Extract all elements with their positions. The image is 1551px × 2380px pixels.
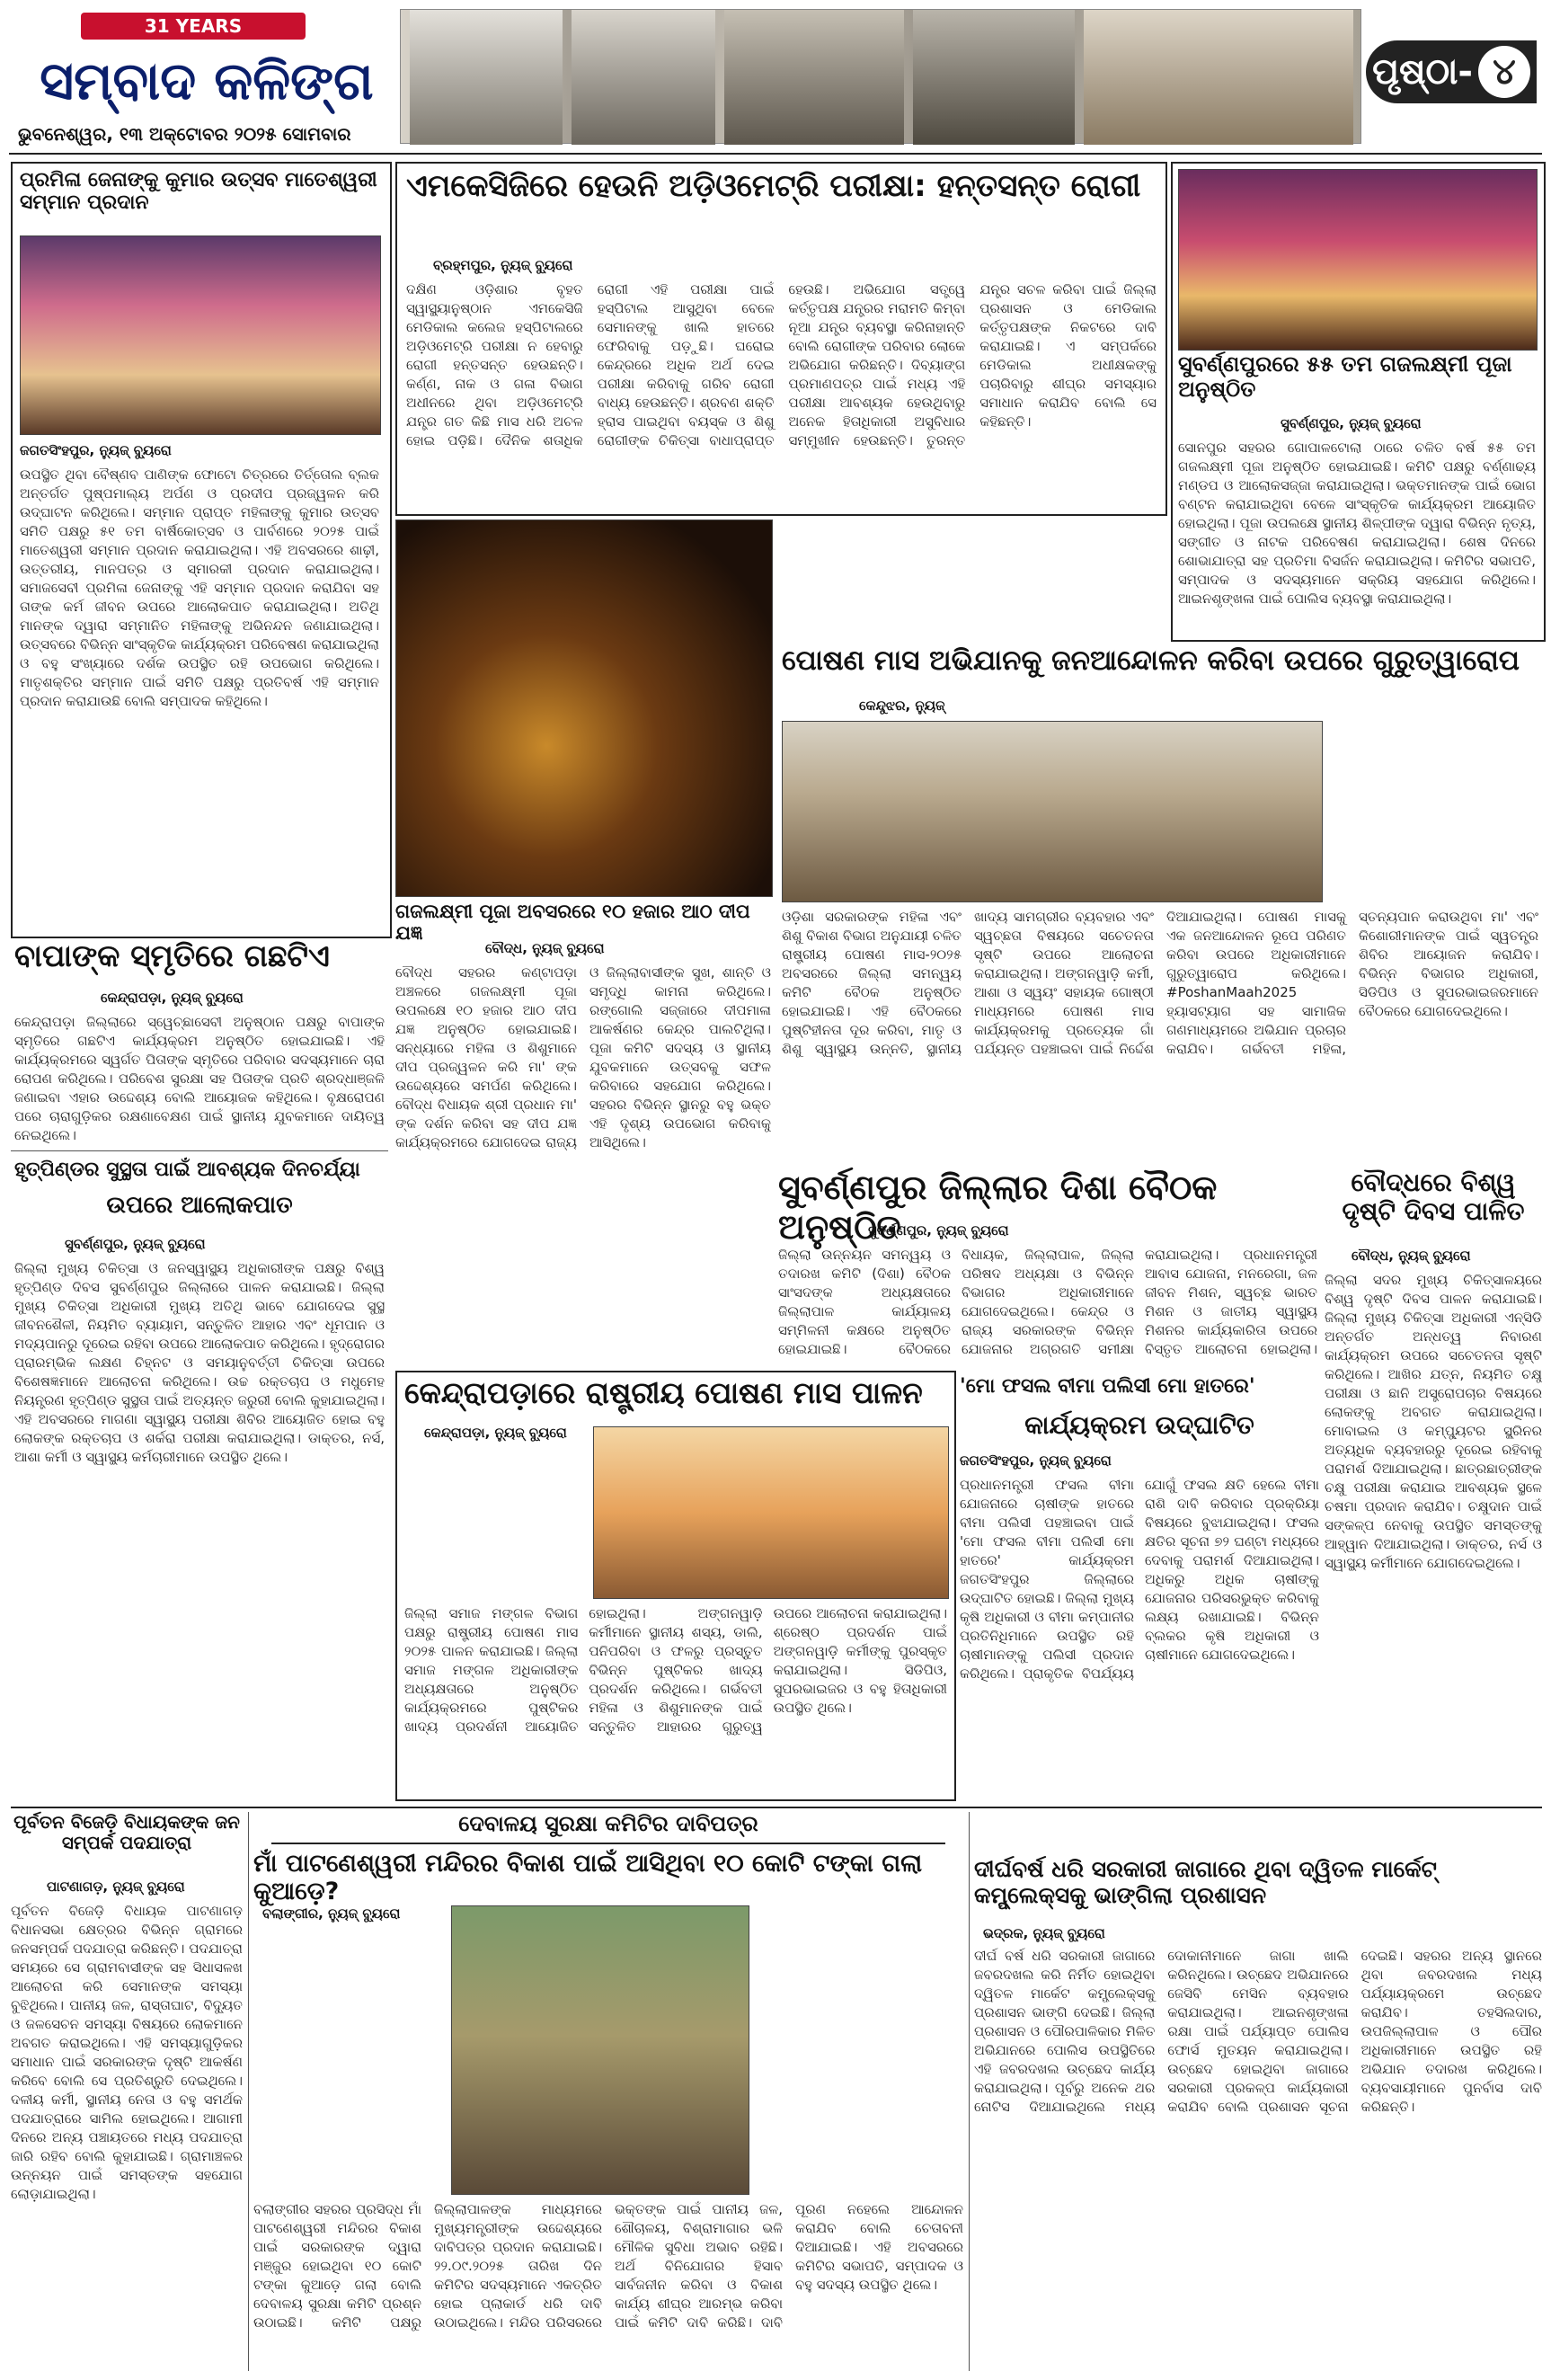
children-image [724, 10, 904, 145]
story-headline: 'ମୋ ଫସଲ ବୀମା ପଲିସୀ ମୋ ହାତରେ' [960, 1375, 1255, 1398]
story-body: ଜିଲ୍ଲା ମୁଖ୍ୟ ଚିକିତ୍ସା ଓ ଜନସ୍ୱାସ୍ଥ୍ୟ ଅଧିକାରୀଙ୍କ ପକ୍ଷରୁ ବିଶ୍ୱ ହୃତ୍‌ପିଣ୍ଡ ଦିବସ ସୁବର୍ଣ୍ଣପୁର ଜିଲ୍ଲାରେ ପାଳନ କରାଯାଇଛି। ଜିଲ୍ଲା ମୁଖ୍ୟ ଚିକିତ୍ସା ଅଧିକାରୀ ମୁଖ୍ୟ ଅତିଥି ଭାବେ ଯୋଗଦେଇ ସୁସ୍ଥ ଜୀବନଶୈଳୀ, ନିୟମିତ ବ୍ୟାୟାମ, ସନ୍ତୁଳିତ ଆହାର ଏବଂ ଧୂମପାନ ଓ ମଦ୍ୟପାନରୁ ଦୂରେଇ ରହିବା ଉପରେ ଆଲୋକପାତ କରିଥିଲେ। ହୃଦ୍‌ରୋଗର ପ୍ରାରମ୍ଭିକ ଲକ୍ଷଣ ଚିହ୍ନଟ ଓ ସମୟାନୁବର୍ତ୍ତୀ ଚିକିତ୍ସା ଉପରେ ବିଶେଷଜ୍ଞମାନେ ଆଲୋଚନା କରିଥିଲେ। ଉଚ୍ଚ ରକ୍ତଚାପ ଓ ମଧୁମେହ ନିୟନ୍ତ୍ରଣ ହୃତ୍‌ପିଣ୍ଡ ସୁସ୍ଥତା ପାଇଁ ଅତ୍ୟନ୍ତ ଜରୁରୀ ବୋଲି କୁହାଯାଇଥିଲା। ଏହି ଅବସରରେ ମାଗଣା ସ୍ୱାସ୍ଥ୍ୟ ପରୀକ୍ଷା ଶିବିର ଆୟୋଜିତ ହୋଇ ବହୁ ଲୋକଙ୍କ ରକ୍ତଚାପ ଓ ଶର୍କରା ପରୀକ୍ଷା କରାଯାଇଥିଲା। ଡାକ୍ତର, ନର୍ସ, ଆଶା କର୍ମୀ ଓ ସ୍ୱାସ୍ଥ୍ୟ କର୍ମଚାରୀମାନେ ଉପସ୍ଥିତ ଥିଲେ। [14, 1260, 385, 1465]
story-headline-line2: ଉପରେ ଆଲୋକପାତ [106, 1192, 293, 1219]
temple-image [410, 10, 563, 145]
story-photo [451, 1905, 749, 2195]
story-headline: ଦୀର୍ଘବର୍ଷ ଧରି ସରକାରୀ ଜାଗାରେ ଥିବା ଦ୍ୱିତଳ ମାର୍କେଟ୍ କମ୍ପ୍ଲେକ୍ସକୁ ଭାଙ୍ଗିଲା ପ୍ରଶାସନ [974, 1856, 1437, 1908]
story-photo [1178, 169, 1538, 351]
story-poshan-keonjhar [778, 645, 1542, 1167]
story-disha [778, 1168, 1317, 1371]
dateline: ଭୁବନେଶ୍ୱର, ୧୩ ଅକ୍ଟୋବର ୨୦୨୫ ସୋମବାର [18, 123, 351, 145]
masthead [0, 0, 1551, 153]
banner-collage [400, 9, 1361, 144]
story-fasal-bima [960, 1375, 1319, 1798]
story-headline: ବାପାଙ୍କ ସ୍ମୃତିରେ ଗଛଟିଏ [14, 938, 330, 974]
boat-art-image [913, 10, 1075, 145]
story-body: ଜିଲ୍ଲା ସମାଜ ମଙ୍ଗଳ ବିଭାଗ ପକ୍ଷରୁ ରାଷ୍ଟ୍ରୀୟ ପୋଷଣ ମାସ ୨୦୨୫ ପାଳନ କରାଯାଇଛି। ଜିଲ୍ଲା ସମାଜ ମଙ୍ଗଳ ଅଧିକାରୀଙ୍କ ଅଧ୍ୟକ୍ଷତାରେ ଅନୁଷ୍ଠିତ କାର୍ଯ୍ୟକ୍ରମରେ ପୁଷ୍ଟିକର ଖାଦ୍ୟ ପ୍ରଦର୍ଶନୀ ଆୟୋଜିତ ହୋଇଥିଲା। ଅଙ୍ଗନୱାଡ଼ି କର୍ମୀମାନେ ସ୍ଥାନୀୟ ଶସ୍ୟ, ଡାଲି, ପନିପରିବା ଓ ଫଳରୁ ପ୍ରସ୍ତୁତ ବିଭିନ୍ନ ପୁଷ୍ଟିକର ଖାଦ୍ୟ ପ୍ରଦର୍ଶନ କରିଥିଲେ। ଗର୍ଭବତୀ ମହିଳା ଓ ଶିଶୁମାନଙ୍କ ପାଇଁ ସନ୍ତୁଳିତ ଆହାରର ଗୁରୁତ୍ୱ ଉପରେ ଆଲୋଚନା କରାଯାଇଥିଲା। ଶ୍ରେଷ୍ଠ ପ୍ରଦର୍ଶନ ପାଇଁ ଅଙ୍ଗନୱାଡ଼ି କର୍ମୀଙ୍କୁ ପୁରସ୍କୃତ କରାଯାଇଥିଲା। ସିଡିପିଓ, ସୁପରଭାଇଜର ଓ ବହୁ ହିତାଧିକାରୀ ଉପସ୍ଥିତ ଥିଲେ। [404, 1605, 947, 1735]
story-byline: ବୌଦ୍ଧ, ନ୍ୟୁଜ୍ ବ୍ୟୁରୋ [1352, 1248, 1471, 1264]
story-photo [782, 721, 1323, 902]
story-headline-line2: କାର୍ଯ୍ୟକ୍ରମ ଉଦ୍‌ଘାଟିତ [1024, 1410, 1254, 1440]
story-body: ସୋନପୁର ସହରର ଗୋପାଳଟୋଲା ଠାରେ ଚଳିତ ବର୍ଷ ୫୫ ତମ ଗଜଲକ୍ଷ୍ମୀ ପୂଜା ଅନୁଷ୍ଠିତ ହୋଇଯାଇଛି। କମିଟି ପକ୍ଷରୁ ବର୍ଣ୍ଣାଢ୍ୟ ମଣ୍ଡପ ଓ ଆଲୋକସଜ୍ଜା କରାଯାଇଥିଲା। ଭକ୍ତମାନଙ୍କ ପାଇଁ ଭୋଗ ବଣ୍ଟନ କରାଯାଇଥିବା ବେଳେ ସାଂସ୍କୃତିକ କାର୍ଯ୍ୟକ୍ରମ ଆୟୋଜିତ ହୋଇଥିଲା। ପୂଜା ଉପଲକ୍ଷେ ସ୍ଥାନୀୟ ଶିଳ୍ପୀଙ୍କ ଦ୍ୱାରା ବିଭିନ୍ନ ନୃତ୍ୟ, ସଙ୍ଗୀତ ଓ ନାଟକ ପରିବେଷଣ କରାଯାଇଥିଲା। ଶେଷ ଦିନରେ ଶୋଭାଯାତ୍ରା ସହ ପ୍ରତିମା ବିସର୍ଜନ କରାଯାଇଥିଲା। କମିଟିର ସଭାପତି, ସମ୍ପାଦକ ଓ ସଦସ୍ୟମାନେ ସକ୍ରିୟ ସହଯୋଗ କରିଥିଲେ। ଆଇନଶୃଙ୍ଖଳା ପାଇଁ ପୋଲିସ ବ୍ୟବସ୍ଥା କରାଯାଇଥିଲା। [1178, 440, 1536, 607]
story-byline: ଜଗତସିଂହପୁର, ନ୍ୟୁଜ୍ ବ୍ୟୁରୋ [20, 442, 172, 458]
story-market-complex [974, 1812, 1542, 2371]
years-ribbon [81, 13, 306, 40]
story-byline: କେନ୍ଦୁଝର, ନ୍ୟୁଜ୍ [859, 697, 945, 714]
story-body: ଦକ୍ଷିଣ ଓଡ଼ିଶାର ବୃହତ ସ୍ୱାସ୍ଥ୍ୟାନୁଷ୍ଠାନ ଏମକେସିଜି ମେଡିକାଲ କଲେଜ ହସ୍ପିଟାଲରେ ଅଡ଼ିଓମେଟ୍ରି ପରୀକ୍ଷା ନ ହେବାରୁ ରୋଗୀ ହନ୍ତସନ୍ତ ହେଉଛନ୍ତି। କର୍ଣ୍ଣ, ନାକ ଓ ଗଳା ବିଭାଗ ଅଧୀନରେ ଥିବା ଅଡ଼ିଓମେଟ୍ରି ଯନ୍ତ୍ର ଗତ କିଛି ମାସ ଧରି ଅଚଳ ହୋଇ ପଡ଼ିଛି। ଦୈନିକ ଶତାଧିକ ରୋଗୀ ଏହି ପରୀକ୍ଷା ପାଇଁ ହସ୍ପିଟାଲ ଆସୁଥିବା ବେଳେ ସେମାନଙ୍କୁ ଖାଲି ହାତରେ ଫେରିବାକୁ ପଡ଼ୁଛି। ଘରୋଇ କେନ୍ଦ୍ରରେ ଅଧିକ ଅର୍ଥ ଦେଇ ପରୀକ୍ଷା କରିବାକୁ ଗରିବ ରୋଗୀ ବାଧ୍ୟ ହେଉଛନ୍ତି। ଶ୍ରବଣ ଶକ୍ତି ହ୍ରାସ ପାଇଥିବା ବୟସ୍କ ଓ ଶିଶୁ ରୋଗୀଙ୍କ ଚିକିତ୍ସା ବାଧାପ୍ରାପ୍ତ ହେଉଛି। ଅଭିଯୋଗ ସତ୍ତ୍ୱେ କର୍ତ୍ତୃପକ୍ଷ ଯନ୍ତ୍ରର ମରାମତି କିମ୍ବା ନୂଆ ଯନ୍ତ୍ର ବ୍ୟବସ୍ଥା କରିନାହାନ୍ତି ବୋଲି ରୋଗୀଙ୍କ ପରିବାର ଲୋକେ ଅଭିଯୋଗ କରିଛନ୍ତି। ଦିବ୍ୟାଙ୍ଗ ପ୍ରମାଣପତ୍ର ପାଇଁ ମଧ୍ୟ ଏହି ପରୀକ୍ଷା ଆବଶ୍ୟକ ହେଉଥିବାରୁ ଅନେକ ହିତାଧିକାରୀ ଅସୁବିଧାର ସମ୍ମୁଖୀନ ହେଉଛନ୍ତି। ତୁରନ୍ତ ଯନ୍ତ୍ର ସଚଳ କରିବା ପାଇଁ ଜିଲ୍ଲା ପ୍ରଶାସନ ଓ ମେଡିକାଲ କର୍ତ୍ତୃପକ୍ଷଙ୍କ ନିକଟରେ ଦାବି କରାଯାଇଛି। ଏ ସମ୍ପର୍କରେ ମେଡିକାଲ ଅଧୀକ୍ଷକଙ୍କୁ ପଚାରିବାରୁ ଶୀଘ୍ର ସମସ୍ୟାର ସମାଧାନ କରାଯିବ ବୋଲି ସେ କହିଛନ୍ତି। [406, 281, 1157, 448]
story-headline: ପୋଷଣ ମାସ ଅଭିଯାନକୁ ଜନଆନ୍ଦୋଳନ କରିବା ଉପରେ ଗୁରୁତ୍ୱାରୋପ [782, 644, 1520, 677]
story-headline: ସୁବର୍ଣ୍ଣପୁର ଜିଲ୍ଲାର ଦିଶା ବୈଠକ ଅନୁଷ୍ଠିତ [778, 1168, 1218, 1247]
story-headline: ପ୍ରମିଳା ଜେନାଙ୍କୁ କୁମାର ଉତ୍ସବ ମାତେଶ୍ୱରୀ ସମ୍ମାନ ପ୍ରଦାନ [20, 169, 377, 215]
story-body: ଓଡ଼ିଶା ସରକାରଙ୍କ ମହିଳା ଏବଂ ଶିଶୁ ବିକାଶ ବିଭାଗ ଅନୁଯାୟୀ ଚଳିତ ରାଷ୍ଟ୍ରୀୟ ପୋଷଣ ମାସ-୨୦୨୫ ଅବସରରେ ଜିଲ୍ଲା ସମନ୍ୱୟ କମିଟି ବୈଠକ ଅନୁଷ୍ଠିତ ହୋଇଯାଇଛି। ଏହି ବୈଠକରେ ପୁଷ୍ଟିହୀନତା ଦୂର କରିବା, ମାତୃ ଓ ଶିଶୁ ସ୍ୱାସ୍ଥ୍ୟ ଉନ୍ନତି, ସ୍ଥାନୀୟ ଖାଦ୍ୟ ସାମଗ୍ରୀର ବ୍ୟବହାର ଏବଂ ସ୍ୱଚ୍ଛତା ବିଷୟରେ ସଚେତନତା ସୃଷ୍ଟି ଉପରେ ଆଲୋଚନା କରାଯାଇଥିଲା। ଅଙ୍ଗନୱାଡ଼ି କର୍ମୀ, ଆଶା ଓ ସ୍ୱୟଂ ସହାୟକ ଗୋଷ୍ଠୀ ମାଧ୍ୟମରେ ପୋଷଣ ମାସ କାର୍ଯ୍ୟକ୍ରମକୁ ପ୍ରତ୍ୟେକ ଗାଁ ପର୍ଯ୍ୟନ୍ତ ପହଞ୍ଚାଇବା ପାଇଁ ନିର୍ଦ୍ଦେଶ ଦିଆଯାଇଥିଲା। ପୋଷଣ ମାସକୁ ଏକ ଜନଆନ୍ଦୋଳନ ରୂପେ ପରିଣତ କରିବା ଉପରେ ଅଧିକାରୀମାନେ ଗୁରୁତ୍ୱାରୋପ କରିଥିଲେ। #PoshanMaah2025 ହ୍ୟାସଟ୍ୟାଗ ସହ ସାମାଜିକ ଗଣମାଧ୍ୟମରେ ଅଭିଯାନ ପ୍ରଚାର କରାଯିବ। ଗର୍ଭବତୀ ମହିଳା, ସ୍ତନ୍ୟପାନ କରାଉଥିବା ମା' ଏବଂ କିଶୋରୀମାନଙ୍କ ପାଇଁ ସ୍ୱତନ୍ତ୍ର ଶିବିର ଆୟୋଜନ କରାଯିବ। ବିଭିନ୍ନ ବିଭାଗର ଅଧିକାରୀ, ସିଡିପିଓ ଓ ସୁପରଭାଇଜରମାନେ ବୈଠକରେ ଯୋଗଦେଇଥିଲେ। [782, 909, 1538, 1057]
story-byline: ବୌଦ୍ଧ, ନ୍ୟୁଜ୍ ବ୍ୟୁରୋ [485, 940, 605, 956]
story-headline: ବୌଦ୍ଧରେ ବିଶ୍ୱ ଦୃଷ୍ଟି ଦିବସ ପାଳିତ [1342, 1168, 1525, 1227]
story-headline: ହୃତ୍‌ପିଣ୍ଡର ସୁସ୍ଥତା ପାଇଁ ଆବଶ୍ୟକ ଦିନଚର୍ଯ୍ୟା [14, 1159, 360, 1181]
story-poshan-kendrapara [395, 1371, 956, 1801]
story-byline: ଭଦ୍ରକ, ନ୍ୟୁଜ୍ ବ୍ୟୁରୋ [983, 1925, 1105, 1941]
story-bapa [11, 939, 388, 1146]
story-body: ପୂର୍ବତନ ବିଜେଡ଼ି ବିଧାୟକ ପାଟଣାଗଡ଼ ବିଧାନସଭା କ୍ଷେତ୍ରର ବିଭିନ୍ନ ଗ୍ରାମରେ ଜନସମ୍ପର୍କ ପଦଯାତ୍ରା କରିଛନ୍ତି। ପଦଯାତ୍ରା ସମୟରେ ସେ ଗ୍ରାମବାସୀଙ୍କ ସହ ସିଧାସଳଖ ଆଲୋଚନା କରି ସେମାନଙ୍କ ସମସ୍ୟା ବୁଝିଥିଲେ। ପାନୀୟ ଜଳ, ରାସ୍ତାଘାଟ, ବିଦ୍ୟୁତ ଓ ଜଳସେଚନ ସମସ୍ୟା ବିଷୟରେ ଲୋକମାନେ ଅବଗତ କରାଇଥିଲେ। ଏହି ସମସ୍ୟାଗୁଡ଼ିକର ସମାଧାନ ପାଇଁ ସରକାରଙ୍କ ଦୃଷ୍ଟି ଆକର୍ଷଣ କରିବେ ବୋଲି ସେ ପ୍ରତିଶ୍ରୁତି ଦେଇଥିଲେ। ଦଳୀୟ କର୍ମୀ, ସ୍ଥାନୀୟ ନେତା ଓ ବହୁ ସମର୍ଥକ ପଦଯାତ୍ରାରେ ସାମିଲ ହୋଇଥିଲେ। ଆଗାମୀ ଦିନରେ ଅନ୍ୟ ପଞ୍ଚାୟତରେ ମଧ୍ୟ ପଦଯାତ୍ରା ଜାରି ରହିବ ବୋଲି କୁହାଯାଇଛି। ଗ୍ରାମାଞ୍ଚଳର ଉନ୍ନୟନ ପାଇଁ ସମସ୍ତଙ୍କ ସହଯୋଗ ଲୋଡ଼ାଯାଇଥିଲା। [11, 1903, 243, 2202]
page-number-badge [1366, 40, 1537, 103]
diya-photo [395, 520, 773, 897]
story-kicker: ଦେବାଳୟ ସୁରକ୍ଷା କମିଟିର ଦାବିପତ୍ର [271, 1812, 945, 1844]
story-photo [20, 235, 381, 435]
story-body: ବୌଦ୍ଧ ସହରର କଣ୍ଟାପଡ଼ା ଅଞ୍ଚଳରେ ଗଜଲକ୍ଷ୍ମୀ ପୂଜା ଉପଲକ୍ଷେ ୧୦ ହଜାର ଆଠ ଦୀପ ଯଜ୍ଞ ଅନୁଷ୍ଠିତ ହୋଇଯାଇଛି। ସନ୍ଧ୍ୟାରେ ମହିଳା ଓ ଶିଶୁମାନେ ଦୀପ ପ୍ରଜ୍ୱଳନ କରି ମା' ଙ୍କ ଉଦ୍ଦେଶ୍ୟରେ ସମର୍ପଣ କରିଥିଲେ। ବୌଦ୍ଧ ବିଧାୟକ ଶ୍ରୀ ପ୍ରଧାନ ମା' ଙ୍କ ଦର୍ଶନ କରିବା ସହ ଦୀପ ଯଜ୍ଞ କାର୍ଯ୍ୟକ୍ରମରେ ଯୋଗଦେଇ ରାଜ୍ୟ ଓ ଜିଲ୍ଲାବାସୀଙ୍କ ସୁଖ, ଶାନ୍ତି ଓ ସମୃଦ୍ଧି କାମନା କରିଥିଲେ। ରଙ୍ଗୋଲି ସଜ୍ଜାରେ ଦୀପମାଳା ଆକର୍ଷଣର କେନ୍ଦ୍ର ପାଲଟିଥିଲା। ପୂଜା କମିଟି ସଦସ୍ୟ ଓ ସ୍ଥାନୀୟ ଯୁବକମାନେ ଉତ୍ସବକୁ ସଫଳ କରିବାରେ ସହଯୋଗ କରିଥିଲେ। ସହରର ବିଭିନ୍ନ ସ୍ଥାନରୁ ବହୁ ଭକ୍ତ ଏହି ଦୃଶ୍ୟ ଉପଭୋଗ କରିବାକୁ ଆସିଥିଲେ। [395, 964, 771, 1150]
story-bjd-mla [11, 1812, 243, 2371]
story-byline: ସୁବର୍ଣ୍ଣପୁର, ନ୍ୟୁଜ୍ ବ୍ୟୁରୋ [65, 1236, 206, 1252]
story-pataneswari [253, 1812, 963, 2371]
story-heart [11, 1155, 388, 1802]
story-body: କେନ୍ଦ୍ରାପଡ଼ା ଜିଲ୍ଲାରେ ସ୍ୱେଚ୍ଛାସେବୀ ଅନୁଷ୍ଠାନ ପକ୍ଷରୁ ବାପାଙ୍କ ସ୍ମୃତିରେ ଗଛଟିଏ କାର୍ଯ୍ୟକ୍ରମ ଅନୁଷ୍ଠିତ ହୋଇଯାଇଛି। ଏହି କାର୍ଯ୍ୟକ୍ରମରେ ସ୍ୱର୍ଗତ ପିତାଙ୍କ ସ୍ମୃତିରେ ପରିବାର ସଦସ୍ୟମାନେ ଚାରା ରୋପଣ କରିଥିଲେ। ପରିବେଶ ସୁରକ୍ଷା ସହ ପିତାଙ୍କ ପ୍ରତି ଶ୍ରଦ୍ଧାଞ୍ଜଳି ଜଣାଇବା ଏହାର ଉଦ୍ଦେଶ୍ୟ ବୋଲି ଆୟୋଜକ କହିଥିଲେ। ବୃକ୍ଷରୋପଣ ପରେ ଚାରାଗୁଡ଼ିକର ରକ୍ଷଣାବେକ୍ଷଣ ପାଇଁ ସ୍ଥାନୀୟ ଯୁବକମାନେ ଦାୟିତ୍ୱ ନେଇଥିଲେ। [14, 1014, 385, 1143]
story-byline: ଜଗତସିଂହପୁର, ନ୍ୟୁଜ୍ ବ୍ୟୁରୋ [960, 1452, 1112, 1469]
story-body: ଜିଲ୍ଲା ଉନ୍ନୟନ ସମନ୍ୱୟ ଓ ତଦାରଖ କମିଟି (ଦିଶା) ବୈଠକ ସାଂସଦଙ୍କ ଅଧ୍ୟକ୍ଷତାରେ ଜିଲ୍ଲାପାଳ କାର୍ଯ୍ୟାଳୟ ସମ୍ମିଳନୀ କକ୍ଷରେ ଅନୁଷ୍ଠିତ ହୋଇଯାଇଛି। ବୈଠକରେ ବିଧାୟକ, ଜିଲ୍ଲାପାଳ, ଜିଲ୍ଲା ପରିଷଦ ଅଧ୍ୟକ୍ଷା ଓ ବିଭିନ୍ନ ବିଭାଗର ଅଧିକାରୀମାନେ ଯୋଗଦେଇଥିଲେ। କେନ୍ଦ୍ର ଓ ରାଜ୍ୟ ସରକାରଙ୍କ ବିଭିନ୍ନ ଯୋଜନାର ଅଗ୍ରଗତି ସମୀକ୍ଷା କରାଯାଇଥିଲା। ପ୍ରଧାନମନ୍ତ୍ରୀ ଆବାସ ଯୋଜନା, ମନରେଗା, ଜଳ ଜୀବନ ମିଶନ, ସ୍ୱଚ୍ଛ ଭାରତ ମିଶନ ଓ ଜାତୀୟ ସ୍ୱାସ୍ଥ୍ୟ ମିଶନର କାର୍ଯ୍ୟକାରିତା ଉପରେ ବିସ୍ତୃତ ଆଲୋଚନା ହୋଇଥିଲା। [778, 1247, 1317, 1357]
story-headline: ପୂର୍ବତନ ବିଜେଡ଼ି ବିଧାୟକଙ୍କ ଜନ ସମ୍ପର୍କ ପଦଯାତ୍ରା [13, 1811, 240, 1853]
story-body: ପ୍ରଧାନମନ୍ତ୍ରୀ ଫସଲ ବୀମା ଯୋଜନାରେ ଚାଷୀଙ୍କ ହାତରେ ବୀମା ପଲିସୀ ପହଞ୍ଚାଇବା ପାଇଁ 'ମୋ ଫସଲ ବୀମା ପଲିସୀ ମୋ ହାତରେ' କାର୍ଯ୍ୟକ୍ରମ ଜଗତସିଂହପୁର ଜିଲ୍ଲାରେ ଉଦ୍‌ଘାଟିତ ହୋଇଛି। ଜିଲ୍ଲା ମୁଖ୍ୟ କୃଷି ଅଧିକାରୀ ଓ ବୀମା କମ୍ପାନୀର ପ୍ରତିନିଧିମାନେ ଉପସ୍ଥିତ ରହି ଚାଷୀମାନଙ୍କୁ ପଲିସୀ ପ୍ରଦାନ କରିଥିଲେ। ପ୍ରାକୃତିକ ବିପର୍ଯ୍ୟୟ ଯୋଗୁଁ ଫସଲ କ୍ଷତି ହେଲେ ବୀମା ରାଶି ଦାବି କରିବାର ପ୍ରକ୍ରିୟା ବିଷୟରେ ବୁଝାଯାଇଥିଲା। ଫସଲ କ୍ଷତିର ସୂଚନା ୭୨ ଘଣ୍ଟା ମଧ୍ୟରେ ଦେବାକୁ ପରାମର୍ଶ ଦିଆଯାଇଥିଲା। ଅଧିକରୁ ଅଧିକ ଚାଷୀଙ୍କୁ ଯୋଜନାର ପରିସରଭୁକ୍ତ କରିବାକୁ ଲକ୍ଷ୍ୟ ରଖାଯାଇଛି। ବିଭିନ୍ନ ବ୍ଲକର କୃଷି ଅଧିକାରୀ ଓ ଚାଷୀମାନେ ଯୋଗଦେଇଥିଲେ। [960, 1477, 1319, 1682]
page-label: ପୃଷ୍ଠା- [1372, 51, 1473, 93]
story-byline: ପାଟଣାଗଡ଼, ନ୍ୟୁଜ୍ ବ୍ୟୁରୋ [47, 1878, 185, 1895]
story-headline: ଏମକେସିଜିରେ ହେଉନି ଅଡ଼ିଓମେଟ୍ରି ପରୀକ୍ଷା: ହନ୍ତସନ୍ତ ରୋଗୀ [406, 168, 1141, 204]
story-caption: ଗଜଲକ୍ଷ୍ମୀ ପୂଜା ଅବସରରେ ୧୦ ହଜାର ଆଠ ଦୀପ ଯଜ୍ଞ [395, 901, 750, 945]
story-body: ବଲାଙ୍ଗୀର ସହରର ପ୍ରସିଦ୍ଧ ମାଁ ପାଟଣେଶ୍ୱରୀ ମନ୍ଦିରର ବିକାଶ ପାଇଁ ସରକାରଙ୍କ ଦ୍ୱାରା ମଞ୍ଜୁର ହୋଇଥିବା ୧୦ କୋଟି ଟଙ୍କା କୁଆଡ଼େ ଗଲା ବୋଲି ଦେବାଳୟ ସୁରକ୍ଷା କମିଟି ପ୍ରଶ୍ନ ଉଠାଇଛି। କମିଟି ପକ୍ଷରୁ ଜିଲ୍ଲାପାଳଙ୍କ ମାଧ୍ୟମରେ ମୁଖ୍ୟମନ୍ତ୍ରୀଙ୍କ ଉଦ୍ଦେଶ୍ୟରେ ଦାବିପତ୍ର ପ୍ରଦାନ କରାଯାଇଛି। ୨୨.୦୯.୨୦୨୫ ତାରିଖ ଦିନ କମିଟିର ସଦସ୍ୟମାନେ ଏକତ୍ରିତ ହୋଇ ପ୍ଲାକାର୍ଡ ଧରି ଦାବି ଉଠାଇଥିଲେ। ମନ୍ଦିର ପରିସରରେ ଭକ୍ତଙ୍କ ପାଇଁ ପାନୀୟ ଜଳ, ଶୌଚାଳୟ, ବିଶ୍ରାମାଗାର ଭଳି ମୌଳିକ ସୁବିଧା ଅଭାବ ରହିଛି। ଅର୍ଥ ବିନିଯୋଗର ହିସାବ ସାର୍ବଜନୀନ କରିବା ଓ ବିକାଶ କାର୍ଯ୍ୟ ଶୀଘ୍ର ଆରମ୍ଭ କରିବା ପାଇଁ କମିଟି ଦାବି କରିଛି। ଦାବି ପୂରଣ ନହେଲେ ଆନ୍ଦୋଳନ କରାଯିବ ବୋଲି ଚେତାବନୀ ଦିଆଯାଇଛି। ଏହି ଅବସରରେ କମିଟିର ସଭାପତି, ସମ୍ପାଦକ ଓ ବହୁ ସଦସ୍ୟ ଉପସ୍ଥିତ ଥିଲେ। [253, 2201, 963, 2331]
story-headline: କେନ୍ଦ୍ରାପଡ଼ାରେ ରାଷ୍ଟ୍ରୀୟ ପୋଷଣ ମାସ ପାଳନ [404, 1375, 923, 1410]
story-byline: ସୁବର୍ଣ୍ଣପୁର, ନ୍ୟୁଜ୍ ବ୍ୟୁରୋ [1281, 415, 1422, 431]
story-byline: କେନ୍ଦ୍ରାପଡ଼ା, ନ୍ୟୁଜ୍ ବ୍ୟୁରୋ [424, 1425, 567, 1441]
story-audiometry [395, 162, 1167, 516]
story-byline: ବଲାଙ୍ଗୀର, ନ୍ୟୁଜ୍ ବ୍ୟୁରୋ [262, 1905, 401, 1922]
story-pramila [11, 162, 392, 938]
story-body: ଦୀର୍ଘ ବର୍ଷ ଧରି ସରକାରୀ ଜାଗାରେ ଜବରଦଖଲ କରି ନିର୍ମିତ ହୋଇଥିବା ଦ୍ୱିତଳ ମାର୍କେଟ କମ୍ପ୍ଲେକ୍ସକୁ ପ୍ରଶାସନ ଭାଙ୍ଗି ଦେଇଛି। ଜିଲ୍ଲା ପ୍ରଶାସନ ଓ ପୌରପାଳିକାର ମିଳିତ ଅଭିଯାନରେ ପୋଲିସ ଉପସ୍ଥିତିରେ ଏହି ଜବରଦଖଲ ଉଚ୍ଛେଦ କାର୍ଯ୍ୟ କରାଯାଇଥିଲା। ପୂର୍ବରୁ ଅନେକ ଥର ନୋଟିସ ଦିଆଯାଇଥିଲେ ମଧ୍ୟ ଦୋକାନୀମାନେ ଜାଗା ଖାଲି କରିନଥିଲେ। ଉଚ୍ଛେଦ ଅଭିଯାନରେ ଜେସିବି ମେସିନ ବ୍ୟବହାର କରାଯାଇଥିଲା। ଆଇନଶୃଙ୍ଖଳା ରକ୍ଷା ପାଇଁ ପର୍ଯ୍ୟାପ୍ତ ପୋଲିସ ଫୋର୍ସ ମୁତୟନ କରାଯାଇଥିଲା। ଉଚ୍ଛେଦ ହୋଇଥିବା ଜାଗାରେ ସରକାରୀ ପ୍ରକଳ୍ପ କାର୍ଯ୍ୟକାରୀ କରାଯିବ ବୋଲି ପ୍ରଶାସନ ସୂଚନା ଦେଇଛି। ସହରର ଅନ୍ୟ ସ୍ଥାନରେ ଥିବା ଜବରଦଖଲ ମଧ୍ୟ ପର୍ଯ୍ୟାୟକ୍ରମେ ଉଚ୍ଛେଦ କରାଯିବ। ତହସିଲଦାର, ଉପଜିଲ୍ଲାପାଳ ଓ ପୌର ଅଧିକାରୀମାନେ ଉପସ୍ଥିତ ରହି ଅଭିଯାନ ତଦାରଖ କରିଥିଲେ। ବ୍ୟବସାୟୀମାନେ ପୁନର୍ବାସ ଦାବି କରିଛନ୍ତି। [974, 1948, 1542, 2115]
story-byline: ସୁବର୍ଣ୍ଣପୁର, ନ୍ୟୁଜ୍ ବ୍ୟୁରୋ [868, 1222, 1009, 1239]
page-number: ୪ [1478, 46, 1530, 98]
story-body: ଉପସ୍ଥିତ ଥିବା ବୈଷ୍ଣବ ପାଣିଙ୍କ ଫୋଟୋ ଚିତ୍ରରେ ତିର୍ତ୍ତୋଲ ବ୍ଲକ ଅନ୍ତର୍ଗତ ପୁଷ୍ପମାଲ୍ୟ ଅର୍ପଣ ଓ ପ୍ରଦୀପ ପ୍ରଜ୍ୱଳନ କରି ଉଦ୍‌ଘାଟନ କରିଥିଲେ। ସମ୍ମାନ ପ୍ରାପ୍ତ ମହିଳାଙ୍କୁ କୁମାର ଉତ୍ସବ ସମିତି ପକ୍ଷରୁ ୫୧ ତମ ବାର୍ଷିକୋତ୍ସବ ଓ ପାର୍ବଣରେ ୨୦୨୫ ପାଇଁ ମାତେଶ୍ୱରୀ ସମ୍ମାନ ପ୍ରଦାନ କରାଯାଇଥିଲା। ଏହି ଅବସରରେ ଶାଢ଼ୀ, ଉତ୍ତରୀୟ, ମାନପତ୍ର ଓ ସ୍ମାରକୀ ପ୍ରଦାନ କରାଯାଇଥିଲା। ସମାଜସେବୀ ପ୍ରମିଳା ଜେନାଙ୍କୁ ଏହି ସମ୍ମାନ ପ୍ରଦାନ କରାଯିବା ସହ ତାଙ୍କ କର୍ମ ଜୀବନ ଉପରେ ଆଲୋକପାତ କରାଯାଇଥିଲା। ଅତିଥି ମାନଙ୍କ ଦ୍ୱାରା ସମ୍ମାନିତ ମହିଳାଙ୍କୁ ଅଭିନନ୍ଦନ ଜଣାଯାଇଥିଲା। ଉତ୍ସବରେ ବିଭିନ୍ନ ସାଂସ୍କୃତିକ କାର୍ଯ୍ୟକ୍ରମ ପରିବେଷଣ କରାଯାଇଥିଲା ଓ ବହୁ ସଂଖ୍ୟାରେ ଦର୍ଶକ ଉପସ୍ଥିତ ରହି ଉପଭୋଗ କରିଥିଲେ। ମାତୃଶକ୍ତିର ସମ୍ମାନ ପାଇଁ ସମିତି ପକ୍ଷରୁ ପ୍ରତିବର୍ଷ ଏହି ସମ୍ମାନ ପ୍ରଦାନ କରାଯାଉଛି ବୋଲି ସମ୍ପାଦକ କହିଥିଲେ। [20, 466, 379, 709]
story-byline: କେନ୍ଦ୍ରାପଡ଼ା, ନ୍ୟୁଜ୍ ବ୍ୟୁରୋ [101, 990, 244, 1006]
story-headline: ମାଁ ପାଟଣେଶ୍ୱରୀ ମନ୍ଦିରର ବିକାଶ ପାଇଁ ଆସିଥିବା ୧୦ କୋଟି ଟଙ୍କା ଗଲା କୁଆଡ଼େ? [253, 1850, 923, 1906]
story-headline: ସୁବର୍ଣ୍ଣପୁରରେ ୫୫ ତମ ଗଜଲକ୍ଷ୍ମୀ ପୂଜା ଅନୁଷ୍ଠିତ [1178, 351, 1512, 402]
years-badge: 31 YEARS [144, 15, 243, 37]
paper-logo: ସମ୍ବାଦ କଳିଙ୍ଗ [40, 50, 374, 111]
story-bouddh-vision [1325, 1168, 1542, 1780]
dancers-image [1084, 10, 1353, 145]
story-body: ଜିଲ୍ଲା ସଦର ମୁଖ୍ୟ ଚିକିତ୍ସାଳୟରେ ବିଶ୍ୱ ଦୃଷ୍ଟି ଦିବସ ପାଳନ କରାଯାଇଛି। ଜିଲ୍ଲା ମୁଖ୍ୟ ଚିକିତ୍ସା ଅଧିକାରୀ ଏନ୍‌ସିଡି ଅନ୍ତର୍ଗତ ଅନ୍ଧତ୍ୱ ନିବାରଣ କାର୍ଯ୍ୟକ୍ରମ ଉପରେ ସଚେତନତା ସୃଷ୍ଟି କରିଥିଲେ। ଆଖିର ଯତ୍ନ, ନିୟମିତ ଚକ୍ଷୁ ପରୀକ୍ଷା ଓ ଛାନି ଅସ୍ତ୍ରୋପଚାର ବିଷୟରେ ଲୋକଙ୍କୁ ଅବଗତ କରାଯାଇଥିଲା। ମୋବାଇଲ ଓ କମ୍ପ୍ୟୁଟର ସ୍କ୍ରିନର ଅତ୍ୟଧିକ ବ୍ୟବହାରରୁ ଦୂରେଇ ରହିବାକୁ ପରାମର୍ଶ ଦିଆଯାଇଥିଲା। ଛାତ୍ରଛାତ୍ରୀଙ୍କ ଚକ୍ଷୁ ପରୀକ୍ଷା କରାଯାଇ ଆବଶ୍ୟକ ସ୍ଥଳେ ଚଷମା ପ୍ରଦାନ କରାଯିବ। ଚକ୍ଷୁଦାନ ପାଇଁ ସଙ୍କଳ୍ପ ନେବାକୁ ଉପସ୍ଥିତ ସମସ୍ତଙ୍କୁ ଆହ୍ୱାନ ଦିଆଯାଇଥିଲା। ଡାକ୍ତର, ନର୍ସ ଓ ସ୍ୱାସ୍ଥ୍ୟ କର୍ମୀମାନେ ଯୋଗଦେଇଥିଲେ। [1325, 1272, 1542, 1571]
story-gajalaxmi-sonepur [1171, 162, 1546, 642]
story-photo [593, 1426, 949, 1599]
story-byline: ବ୍ରହ୍ମପୁର, ନ୍ୟୁଜ୍ ବ୍ୟୁରୋ [433, 257, 573, 273]
temple-image [572, 10, 715, 145]
